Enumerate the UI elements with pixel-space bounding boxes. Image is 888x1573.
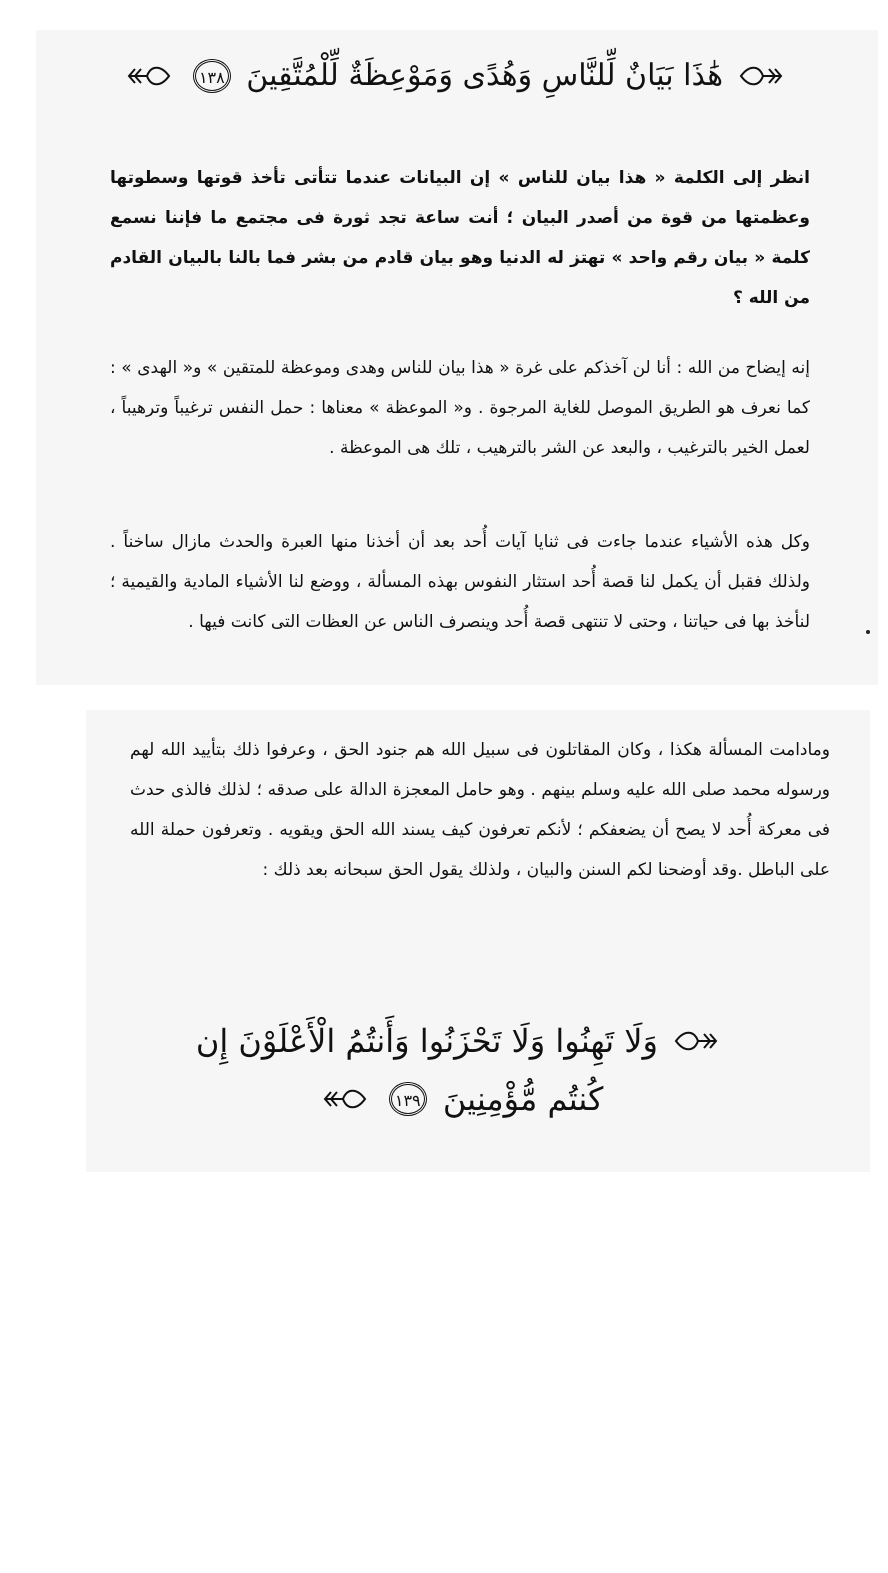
footer-ornament-left-icon bbox=[323, 1086, 367, 1112]
paragraph-1: انظر إلى الكلمة « هذا بيان للناس » إن البيانات عندما تتأتى تأخذ قوتها وسطوتها وعظمتها من قوة من أصدر البيان ؛ أنت ساعة تجد ثورة فى مجتمع ما فإننا نسمع كلمة « بيان رقم واحد » تهتز له الدنيا وهو بيان قادم من بشر فما بالنا بالبيان القادم من الله ؟ bbox=[110, 168, 810, 308]
paragraph-3: وكل هذه الأشياء عندما جاءت فى ثنايا آيات أُحد بعد أن أخذنا منها العبرة والحدث مازال ساخناً . ولذلك فقبل أن يكمل لنا قصة أُحد استثار النفوس بهذه المسألة ، ووضع لنا الأشياء المادية والقيمية ؛ لنأخذ بها فى حياتنا ، وحتى لا تنتهى قصة أُحد وينصرف الناس عن العظات التى كانت فيها . bbox=[110, 532, 810, 632]
footer-ornament-right-icon bbox=[674, 1028, 718, 1054]
footer-verse-line-1-row bbox=[190, 1010, 730, 1069]
header-verse-text: هَٰذَا بَيَانٌ لِّلنَّاسِ وَهُدًى وَمَوْعِظَةٌ لِّلْمُتَّقِينَ bbox=[246, 58, 724, 93]
verse-ornament-left-icon bbox=[127, 63, 171, 89]
header-ayah-number: ١٣٨ bbox=[193, 59, 231, 93]
footer-ayah-number: ١٣٩ bbox=[389, 1082, 427, 1116]
footer-verse-line-2-row bbox=[190, 1069, 730, 1128]
header-verse bbox=[90, 40, 820, 110]
paragraph-4: ومادامت المسألة هكذا ، وكان المقاتلون فى سبيل الله هم جنود الحق ، وعرفوا ذلك بتأييد الله لهم ورسوله محمد صلى الله عليه وسلم بينهم . وهو حامل المعجزة الدالة على صدقه ؛ لذلك فالذى حدث فى معركة أُحد لا يصح أن يضعفكم ؛ لأنكم تعرفون كيف يسند الله الحق ويقويه . وتعرفون حملة الله على الباطل .وقد أوضحنا لكم السنن والبيان ، ولذلك يقول الحق سبحانه بعد ذلك : bbox=[130, 740, 830, 880]
footer-verse-line-2: كُنتُم مُّؤْمِنِينَ bbox=[442, 1080, 604, 1118]
verse-ornament-right-icon bbox=[739, 63, 783, 89]
paragraph-2: إنه إيضاح من الله : أنا لن آخذكم على غرة « هذا بيان للناس وهدى وموعظة للمتقين » و« الهدى » : كما نعرف هو الطريق الموصل للغاية المرجوة . و« الموعظة » معناها : حمل النفس ترغيباً وترهيباً ، لعمل الخير بالترغيب ، والبعد عن الشر بالترهيب ، تلك هى الموعظة . bbox=[110, 358, 810, 458]
footer-verse-line-1: وَلَا تَهِنُوا وَلَا تَحْزَنُوا وَأَنتُمُ الْأَعْلَوْنَ إِن bbox=[195, 1021, 658, 1060]
footer-verse bbox=[190, 1010, 730, 1127]
margin-dot bbox=[866, 630, 870, 634]
